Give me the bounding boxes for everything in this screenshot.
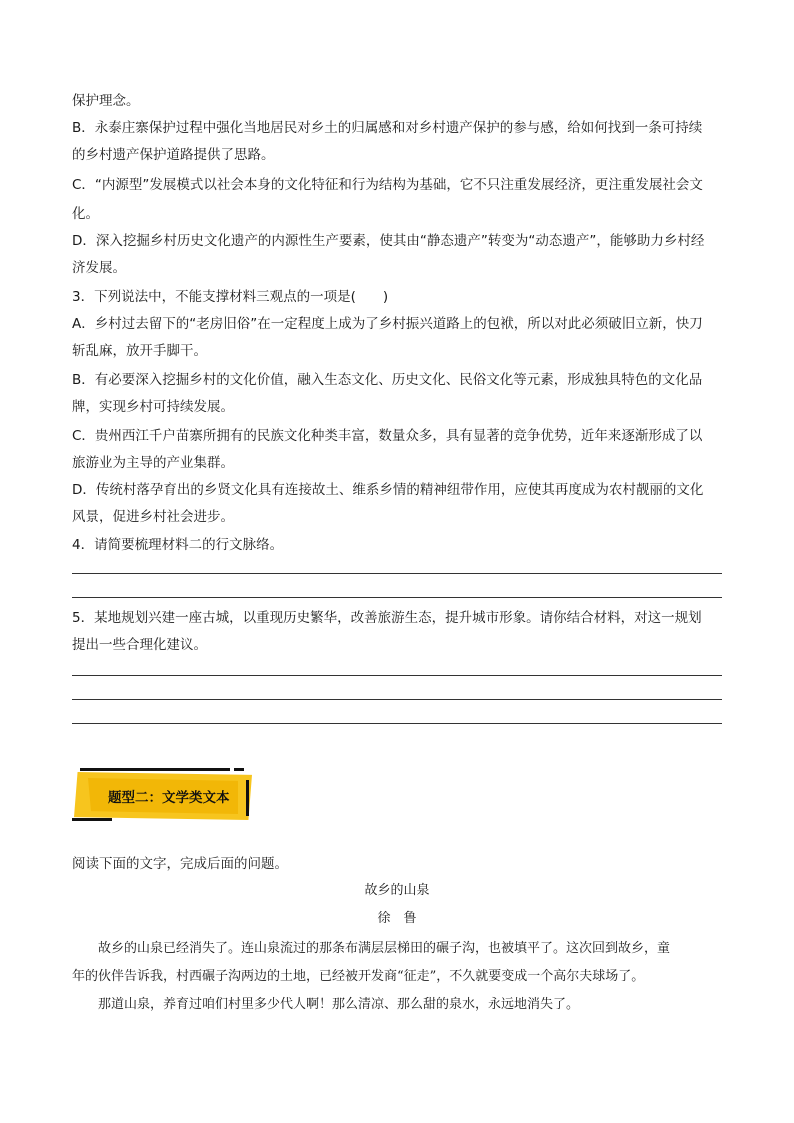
story-paragraph-1-line-2: 年的伙伴告诉我，村西碾子沟两边的土地，已经被开发商“征走”，不久就要变成一个高尔夫球场了。 — [72, 969, 645, 984]
story-paragraph-1-line-1: 故乡的山泉已经消失了。连山泉流过的那条布满层层梯田的碾子沟，也被填平了。这次回到故乡，童 — [72, 941, 671, 956]
q3-option-b-line-1: B．有必要深入挖掘乡村的文化价值，融入生态文化、历史文化、民俗文化等元素，形成独具特色的文化品 — [72, 372, 703, 388]
badge-brush-stroke — [246, 780, 249, 816]
option-d-line-2: 济发展。 — [72, 260, 126, 276]
story-paragraph-2: 那道山泉，养育过咱们村里多少代人啊！那么清凉、那么甜的泉水，永远地消失了。 — [72, 997, 580, 1012]
answer-line[interactable] — [72, 597, 722, 598]
q3-option-d-line-1: D．传统村落孕育出的乡贤文化具有连接故土、维系乡情的精神纽带作用，应使其再度成为农村靓丽的文化 — [72, 482, 704, 498]
answer-line[interactable] — [72, 573, 722, 574]
story-author: 徐 鲁 — [377, 911, 417, 926]
text-line: 保护理念。 — [72, 93, 140, 109]
section-title: 题型二：文学类文本 — [108, 790, 230, 806]
option-b-line-1: B．永泰庄寨保护过程中强化当地居民对乡土的归属感和对乡村遗产保护的参与感，给如何找到一条可持续 — [72, 120, 703, 136]
reading-instruction: 阅读下面的文字，完成后面的问题。 — [72, 856, 288, 872]
q3-option-c-line-1: C．贵州西江千户苗寨所拥有的民族文化种类丰富，数量众多，具有显著的竞争优势，近年来逐渐形成了以 — [72, 428, 703, 444]
q3-option-d-line-2: 风景，促进乡村社会进步。 — [72, 509, 234, 525]
option-c-line-2: 化。 — [72, 206, 99, 222]
badge-brush-stroke — [72, 818, 112, 821]
badge-brush-stroke — [80, 768, 230, 771]
question-5-line-1: 5．某地规划兴建一座古城，以重现历史繁华，改善旅游生态，提升城市形象。请你结合材料，对这一规划 — [72, 610, 702, 626]
option-d-line-1: D．深入挖掘乡村历史文化遗产的内源性生产要素，使其由“静态遗产”转变为“动态遗产”，能够助力乡村经 — [72, 233, 705, 249]
q3-option-b-line-2: 牌，实现乡村可持续发展。 — [72, 399, 234, 415]
option-b-line-2: 的乡村遗产保护道路提供了思路。 — [72, 147, 275, 163]
option-c-line-1: C．“内源型”发展模式以社会本身的文化特征和行为结构为基础，它不只注重发展经济，更注重发展社会文 — [72, 177, 703, 193]
badge-brush-stroke — [234, 768, 244, 771]
answer-line[interactable] — [72, 723, 722, 724]
section-badge — [74, 772, 252, 820]
q3-option-a-line-2: 斩乱麻，放开手脚干。 — [72, 343, 207, 359]
answer-line[interactable] — [72, 675, 722, 676]
question-3: 3．下列说法中，不能支撑材料三观点的一项是( ) — [72, 289, 389, 305]
story-title: 故乡的山泉 — [364, 883, 430, 898]
question-5-line-2: 提出一些合理化建议。 — [72, 637, 207, 653]
q3-option-c-line-2: 旅游业为主导的产业集群。 — [72, 455, 234, 471]
question-4: 4．请简要梳理材料二的行文脉络。 — [72, 537, 284, 553]
answer-line[interactable] — [72, 699, 722, 700]
q3-option-a-line-1: A．乡村过去留下的“老房旧俗”在一定程度上成为了乡村振兴道路上的包袱，所以对此必须破旧立新，快刀 — [72, 316, 703, 332]
